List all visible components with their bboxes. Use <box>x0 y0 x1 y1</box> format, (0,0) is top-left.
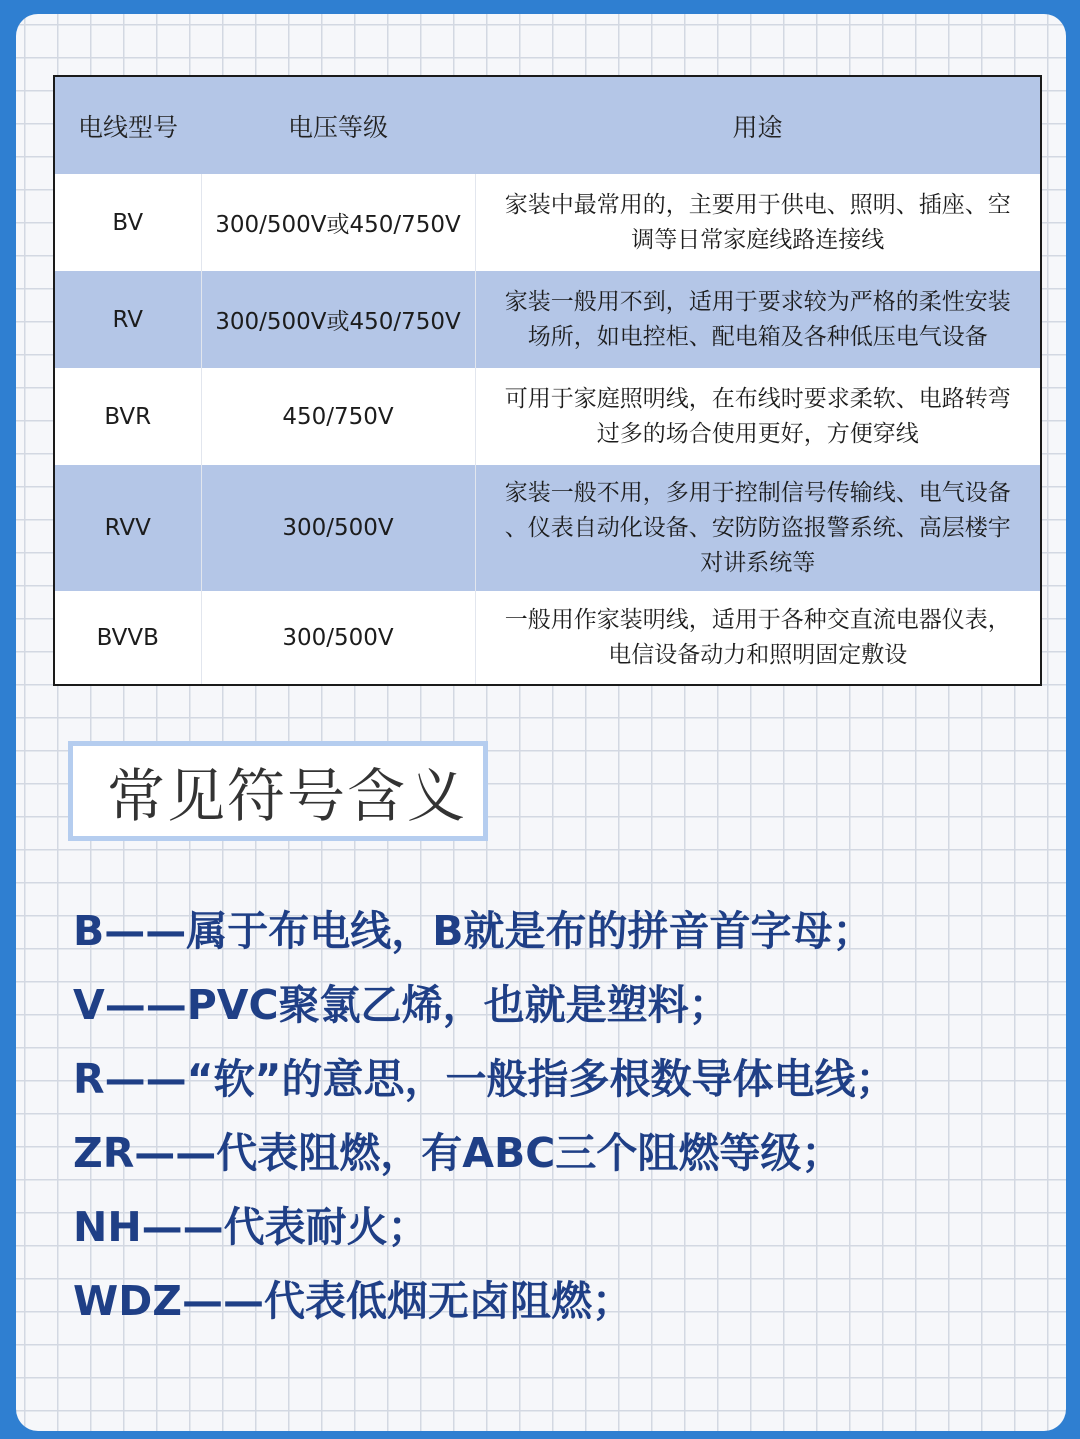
symbol-definitions <box>73 894 1033 1338</box>
table-row <box>55 465 1040 591</box>
cell-model: RV <box>55 271 201 368</box>
use-line: 家装一般用不到，适用于要求较为严格的柔性安装 <box>504 288 1011 315</box>
cell-model: BVVB <box>55 591 201 684</box>
cell-voltage: 300/500V <box>201 591 475 684</box>
use-line: 家装一般不用，多用于控制信号传输线、电气设备 <box>504 479 1011 506</box>
header-use: 用途 <box>475 77 1040 174</box>
cell-voltage: 300/500V <box>201 465 475 591</box>
cell-use <box>475 271 1040 368</box>
spec-table <box>55 77 1040 684</box>
cell-use <box>475 174 1040 271</box>
cell-model: BV <box>55 174 201 271</box>
header-model: 电线型号 <box>55 77 201 174</box>
use-line: 场所，如电控柜、配电箱及各种低压电气设备 <box>527 323 988 350</box>
use-line: 对讲系统等 <box>700 549 816 576</box>
cell-voltage: 450/750V <box>201 368 475 465</box>
section-title: 常见符号含义 <box>107 762 468 830</box>
wire-spec-table <box>53 75 1042 686</box>
header-voltage: 电压等级 <box>201 77 475 174</box>
definition-line: NH——代表耐火； <box>73 1203 429 1251</box>
use-line: 调等日常家庭线路连接线 <box>631 226 885 253</box>
cell-use <box>475 368 1040 465</box>
table-header-row <box>55 77 1040 174</box>
use-line: 过多的场合使用更好，方便穿线 <box>596 420 919 447</box>
use-line: 可用于家庭照明线，在布线时要求柔软、电路转弯 <box>504 385 1011 412</box>
table-row <box>55 591 1040 684</box>
definition-line: ZR——代表阻燃，有ABC三个阻燃等级； <box>73 1129 843 1177</box>
table-row <box>55 174 1040 271</box>
table-row <box>55 368 1040 465</box>
definition-line: R——“软”的意思，一般指多根数导体电线； <box>73 1055 897 1103</box>
table-row <box>55 271 1040 368</box>
cell-model: RVV <box>55 465 201 591</box>
use-line: 、仪表自动化设备、安防防盗报警系统、高层楼宇 <box>504 514 1011 541</box>
cell-voltage: 300/500V或450/750V <box>201 271 475 368</box>
grid-paper-card <box>16 14 1066 1431</box>
use-line: 家装中最常用的，主要用于供电、照明、插座、空 <box>504 191 1011 218</box>
cell-use <box>475 465 1040 591</box>
use-line: 一般用作家装明线，适用于各种交直流电器仪表， <box>504 606 1011 633</box>
cell-use <box>475 591 1040 684</box>
definition-line: V——PVC聚氯乙烯，也就是塑料； <box>73 981 730 1029</box>
definition-line: WDZ——代表低烟无卤阻燃； <box>73 1277 633 1325</box>
use-line: 电信设备动力和照明固定敷设 <box>608 641 908 668</box>
definition-line: B——属于布电线，B就是布的拼音首字母； <box>73 907 874 955</box>
cell-voltage: 300/500V或450/750V <box>201 174 475 271</box>
section-title-box <box>68 741 488 841</box>
cell-model: BVR <box>55 368 201 465</box>
